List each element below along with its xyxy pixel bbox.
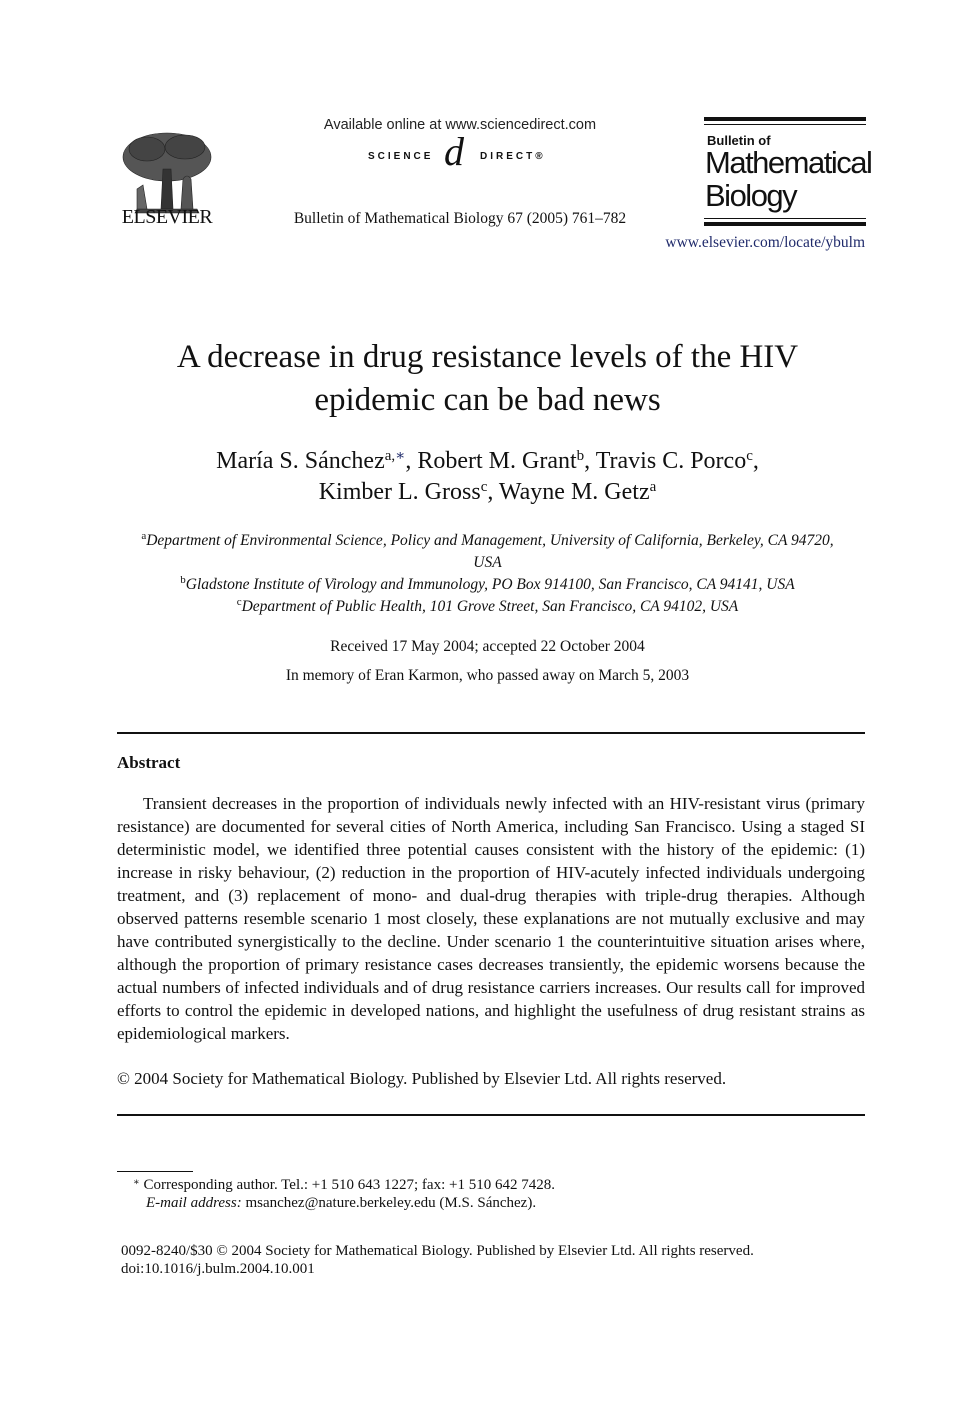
affiliation-mark: a, bbox=[384, 448, 396, 464]
affiliation-mark: c bbox=[746, 448, 753, 464]
sciencedirect-logo-left: SCIENCE bbox=[368, 151, 434, 162]
dedication: In memory of Eran Karmon, who passed away on March 5, 2003 bbox=[285, 667, 690, 684]
separator: , bbox=[752, 448, 759, 474]
abstract-copyright: © 2004 Society for Mathematical Biology. Published by Elsevier Ltd. All rights reserved. bbox=[117, 1069, 727, 1088]
author-name: , Robert M. Grant bbox=[405, 448, 577, 474]
elsevier-wordmark: ELSEVIER bbox=[121, 206, 213, 228]
paper-title bbox=[100, 336, 875, 422]
author-name: Kimber L. Gross bbox=[318, 479, 481, 505]
affiliation-mark: a bbox=[649, 479, 657, 495]
affiliation-mark: c bbox=[236, 596, 242, 608]
affiliation-b bbox=[110, 574, 865, 596]
doi-link[interactable]: doi:10.1016/j.bulm.2004.10.001 bbox=[121, 1261, 315, 1277]
affiliation-mark: c bbox=[480, 479, 488, 495]
author-name: , Travis C. Porco bbox=[584, 448, 747, 474]
abstract-bottom-rule bbox=[117, 1114, 865, 1116]
journal-logo-rule bbox=[704, 218, 866, 219]
affiliation-a bbox=[110, 530, 865, 552]
abstract-heading: Abstract bbox=[117, 753, 181, 772]
email-address[interactable]: msanchez@nature.berkeley.edu (M.S. Sánchez). bbox=[241, 1195, 537, 1211]
title-line-2: epidemic can be bad news bbox=[314, 382, 661, 418]
journal-logo-line1: Bulletin of bbox=[707, 133, 771, 148]
sciencedirect-logo-right: DIRECT® bbox=[480, 151, 546, 162]
affiliation-text: Department of Public Health, 101 Grove Street, San Francisco, CA 94102, USA bbox=[241, 598, 739, 615]
author-name: María S. Sánchez bbox=[216, 448, 385, 474]
abstract-body: Transient decreases in the proportion of individuals newly infected with an HIV-resistant virus (primary resistance) are documented for several cities of North America, including San Francisco. Using a staged SI deterministic model, we identified three potential causes consistent with the history of the epidemic: (1) increase in risky behaviour, (2) reduction in the proportion of HIV-acutely infected individuals undergoing treatment, and (3) replacement of mono- and dual-drug therapies with triple-drug therapies. Although observed patterns resemble scenario 1 most closely, these explanations are not mutually exclusive and may have contributed synergistically to the decline. Under scenario 1 the counterintuitive situation arises where, although the proportion of primary resistance cases decreases transiently, the epidemic worsens because the actual numbers of infected individuals and of drug resistance carriers increases. Our results call for improved efforts to control the epidemic in developed nations, and highlight the usefulness of drug resistant strains as epidemiological markers. bbox=[117, 794, 865, 1043]
journal-url-link[interactable]: www.elsevier.com/locate/ybulm bbox=[665, 234, 865, 251]
affiliation-mark: b bbox=[180, 574, 186, 586]
footnote-mark: ∗ bbox=[133, 1177, 140, 1188]
affiliation-text: Gladstone Institute of Virology and Immunology, PO Box 914100, San Francisco, CA 94141, USA bbox=[185, 576, 795, 593]
sciencedirect-logo-mark: d bbox=[444, 129, 464, 174]
abstract-top-rule bbox=[117, 732, 865, 734]
affiliation-mark: a bbox=[141, 530, 147, 542]
author-line-2 bbox=[100, 477, 875, 508]
sciencedirect-availability[interactable]: Available online at www.sciencedirect.com bbox=[323, 117, 597, 133]
author-list bbox=[100, 446, 875, 508]
email-footnote bbox=[146, 1195, 536, 1212]
journal-citation: Bulletin of Mathematical Biology 67 (2005) 761–782 bbox=[293, 210, 627, 227]
corresponding-footnote bbox=[133, 1177, 555, 1194]
journal-logo-line2: Mathematical bbox=[705, 145, 872, 180]
author-name: , Wayne M. Getz bbox=[487, 479, 650, 505]
affiliation-c bbox=[110, 596, 865, 618]
received-dates: Received 17 May 2004; accepted 22 October 2004 bbox=[330, 638, 645, 655]
footnote-text: Corresponding author. Tel.: +1 510 643 1227; fax: +1 510 642 7428. bbox=[143, 1177, 555, 1193]
title-line-1: A decrease in drug resistance levels of the HIV bbox=[176, 339, 799, 375]
corresponding-author-link[interactable]: ∗ bbox=[395, 448, 406, 464]
journal-logo-rule bbox=[704, 117, 866, 121]
issn-line: 0092-8240/$30 © 2004 Society for Mathematical Biology. Published by Elsevier Ltd. All rights reserved. bbox=[121, 1243, 754, 1259]
email-label: E-mail address: bbox=[146, 1195, 242, 1211]
footnote-rule bbox=[117, 1171, 193, 1172]
affiliation-mark: b bbox=[576, 448, 585, 464]
journal-logo-line3: Biology bbox=[705, 178, 797, 213]
author-line-1 bbox=[100, 446, 875, 477]
journal-logo-rule bbox=[704, 124, 866, 125]
affiliation-a-continued: USA bbox=[473, 554, 502, 571]
affiliation-text: Department of Environmental Science, Policy and Management, University of California, Berkeley, CA 94720, bbox=[146, 532, 834, 549]
journal-logo-rule bbox=[704, 222, 866, 226]
affiliations bbox=[110, 530, 865, 618]
